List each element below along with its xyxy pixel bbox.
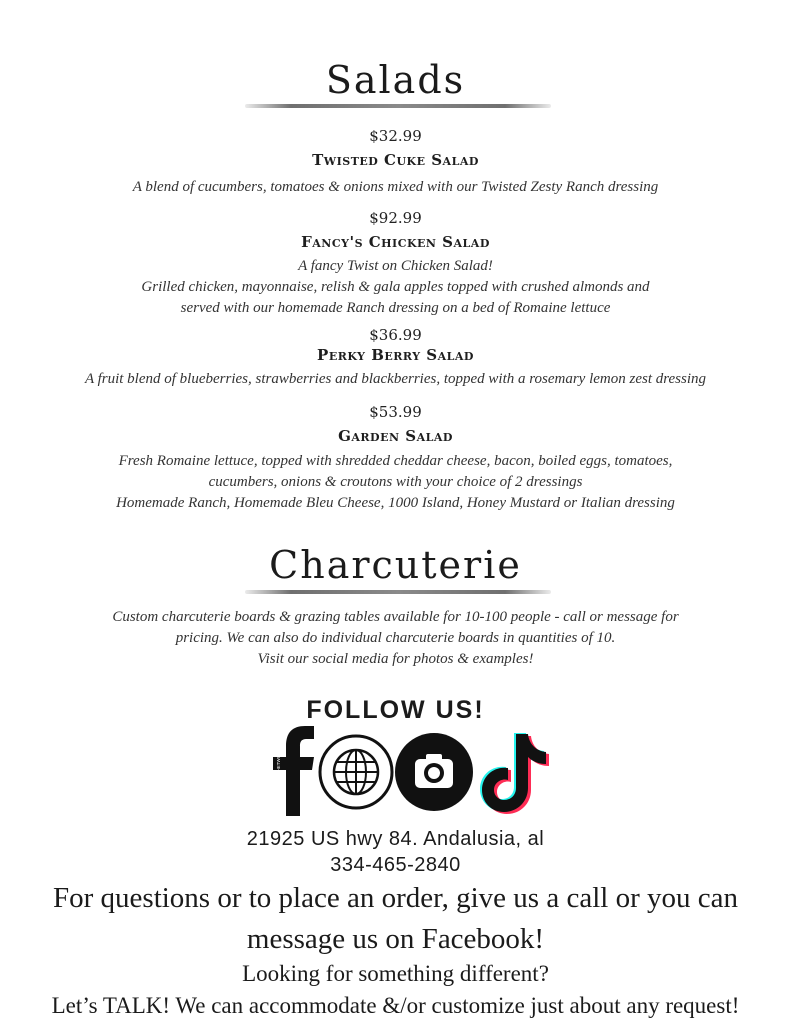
salads-title xyxy=(0,58,791,102)
tiktok-icon[interactable] xyxy=(474,724,558,816)
menu-item-description: Fresh Romaine lettuce, topped with shredded cheddar cheese, bacon, boiled eggs, tomatoes, xyxy=(118,453,673,469)
charcuterie-description: Visit our social media for photos & examples! xyxy=(257,651,534,667)
menu-item-description: A fruit blend of blueberries, strawberries and blackberries, topped with a rosemary lemon zest dressing xyxy=(84,371,707,387)
menu-item-price: $53.99 xyxy=(369,403,422,421)
menu-item-description: served with our homemade Ranch dressing on a bed of Romaine lettuce xyxy=(180,300,611,316)
footer-line-3: Looking for something different? xyxy=(242,961,549,986)
menu-item-price: $92.99 xyxy=(369,209,422,227)
globe-icon[interactable] xyxy=(318,734,394,810)
phone-text[interactable]: 334-465-2840 xyxy=(330,854,461,876)
facebook-url-text: FACEBOOK.COM/THETWISTEDTURNIP xyxy=(276,728,281,812)
footer-line-2: message us on Facebook! xyxy=(246,923,545,955)
charcuterie-title-text: Charcuterie xyxy=(269,543,522,587)
salads-divider xyxy=(245,104,551,108)
menu-item-name: Fancy's Chicken Salad xyxy=(301,233,490,251)
menu-item-description: Grilled chicken, mayonnaise, relish & gala apples topped with crushed almonds and xyxy=(141,279,650,295)
charcuterie-divider xyxy=(245,590,551,594)
follow-us-heading: FOLLOW US! xyxy=(306,696,485,724)
facebook-icon[interactable] xyxy=(270,724,316,816)
charcuterie-description: Custom charcuterie boards & grazing tables available for 10-100 people - call or message for xyxy=(112,609,679,625)
menu-item-name: Garden Salad xyxy=(338,427,453,445)
address-text: 21925 US hwy 84. Andalusia, al xyxy=(246,828,545,850)
salads-title-text: Salads xyxy=(325,58,466,102)
footer-line-4: Let’s TALK! We can accommodate &/or customize just about any request! xyxy=(51,993,740,1018)
menu-item-name: Twisted Cuke Salad xyxy=(312,151,479,169)
menu-item-description: cucumbers, onions & croutons with your choice of 2 dressings xyxy=(208,474,583,490)
instagram-icon[interactable] xyxy=(394,732,474,812)
menu-item-price: $32.99 xyxy=(369,127,422,145)
menu-item-description: Homemade Ranch, Homemade Bleu Cheese, 1000 Island, Honey Mustard or Italian dressing xyxy=(116,495,675,511)
charcuterie-description: pricing. We can also do individual charcuterie boards in quantities of 10. xyxy=(175,630,616,646)
menu-item-price: $36.99 xyxy=(369,326,422,344)
menu-item-description: A fancy Twist on Chicken Salad! xyxy=(298,258,493,274)
charcuterie-title xyxy=(0,543,791,587)
footer-line-1: For questions or to place an order, give us a call or you can xyxy=(53,882,738,914)
menu-item-description: A blend of cucumbers, tomatoes & onions mixed with our Twisted Zesty Ranch dressing xyxy=(132,179,659,195)
menu-item-name: Perky Berry Salad xyxy=(317,346,474,364)
